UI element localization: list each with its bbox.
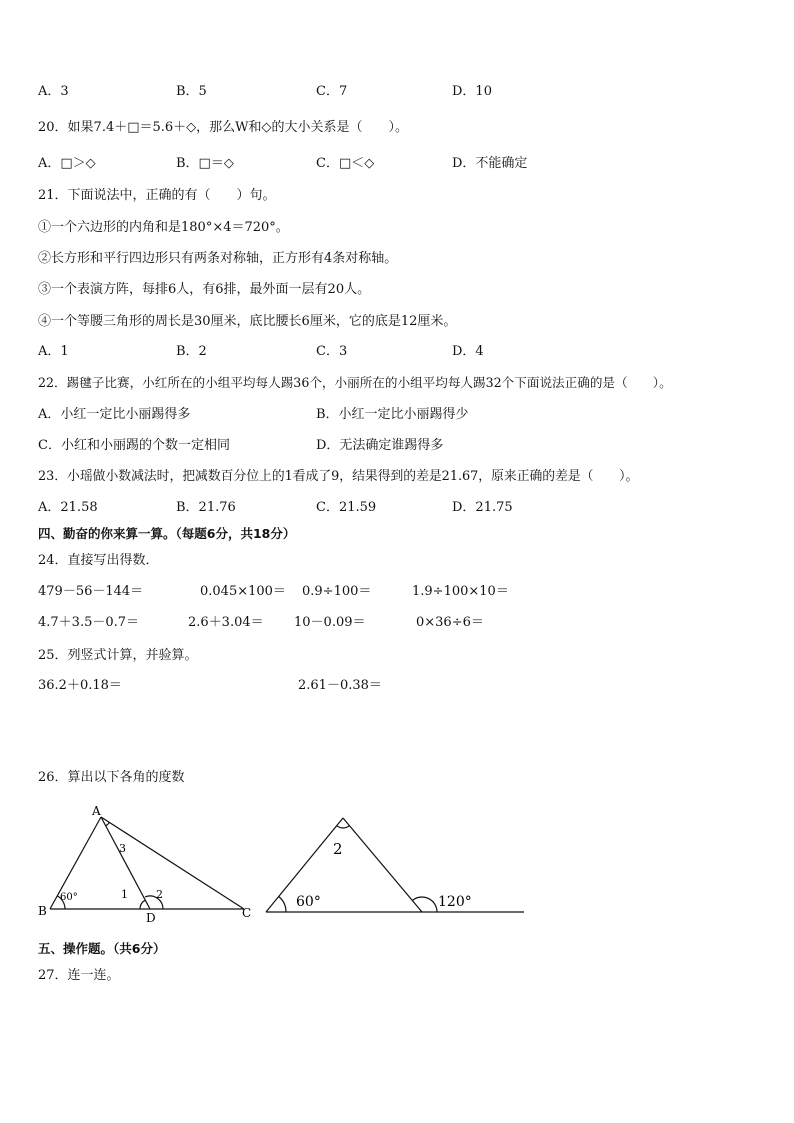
q24-r1-c4: 1.9÷100×10＝	[412, 584, 509, 599]
q26-stem: 26．算出以下各角的度数	[38, 770, 185, 785]
q23-option-d: D．21.75	[452, 500, 513, 515]
q22-option-c: C．小红和小丽踢的个数一定相同	[38, 438, 230, 453]
q24-stem: 24．直接写出得数．	[38, 553, 159, 568]
q19-option-c: C．7	[316, 84, 348, 99]
q26-figure-1	[30, 805, 260, 925]
q25-item-1: 36.2＋0.18＝	[38, 678, 122, 693]
q23-stem: 23．小瑶做小数减法时，把减数百分位上的1看成了9，结果得到的差是21.67，原来正确的差是（ ）。	[38, 469, 639, 484]
q23-option-c: C．21.59	[316, 500, 377, 515]
fig1-label-d: D	[146, 911, 156, 925]
fig1-label-a: A	[92, 805, 101, 818]
q21-option-a: A．1	[38, 344, 69, 359]
fig2-angle-left: 60°	[296, 894, 321, 910]
q21-statement-1: ①一个六边形的内角和是180°×4＝720°。	[38, 220, 289, 235]
q24-r1-c3: 0.9÷100＝	[302, 584, 372, 599]
q22-option-b: B．小红一定比小丽踢得少	[316, 407, 469, 422]
q21-option-d: D．4	[452, 344, 484, 359]
q21-stem: 21．下面说法中，正确的有（ ）句。	[38, 188, 276, 203]
q19-option-b: B．5	[176, 84, 207, 99]
section-5-title: 五、操作题。（共6分）	[38, 941, 166, 956]
q27-stem: 27．连一连。	[38, 968, 120, 983]
fig1-angle-3: 3	[119, 842, 126, 855]
q21-statement-4: ④一个等腰三角形的周长是30厘米，底比腰长6厘米，它的底是12厘米。	[38, 314, 457, 329]
q21-option-b: B．2	[176, 344, 207, 359]
q24-r2-c3: 10－0.09＝	[294, 615, 366, 630]
q20-option-a: A．□＞◇	[38, 156, 96, 171]
q19-option-a: A．3	[38, 84, 69, 99]
q25-stem: 25．列竖式计算，并验算。	[38, 648, 198, 663]
q20-stem: 20．如果7.4＋□＝5.6＋◇，那么W和◇的大小关系是（ ）。	[38, 120, 409, 135]
section-4-title: 四、勤奋的你来算一算。（每题6分，共18分）	[38, 526, 296, 541]
fig1-angle-b: 60°	[60, 892, 78, 903]
q20-option-d: D．不能确定	[452, 156, 528, 171]
q21-statement-3: ③一个表演方阵，每排6人，有6排，最外面一层有20人。	[38, 282, 371, 297]
q22-stem: 22．踢毽子比赛，小红所在的小组平均每人踢36个，小丽所在的小组平均每人踢32个下面说法正确的是（ ）。	[38, 375, 672, 390]
fig2-angle-2: 2	[333, 840, 343, 858]
q24-r2-c2: 2.6＋3.04＝	[188, 615, 264, 630]
q20-option-b: B．□＝◇	[176, 156, 234, 171]
q24-r1-c2: 0.045×100＝	[200, 584, 286, 599]
fig1-angle-2: 2	[156, 888, 163, 901]
q24-r2-c4: 0×36÷6＝	[416, 615, 484, 630]
q23-option-a: A．21.58	[38, 500, 98, 515]
q26-figure-2	[262, 810, 528, 920]
q19-option-d: D．10	[452, 84, 492, 99]
q24-r1-c1: 479－56－144＝	[38, 584, 144, 599]
q22-option-a: A．小红一定比小丽踢得多	[38, 407, 191, 422]
fig1-label-b: B	[38, 904, 47, 918]
fig1-angle-1: 1	[121, 888, 128, 901]
q20-option-c: C．□＜◇	[316, 156, 375, 171]
fig2-angle-ext: 120°	[438, 894, 472, 910]
q25-item-2: 2.61－0.38＝	[298, 678, 382, 693]
q23-option-b: B．21.76	[176, 500, 236, 515]
q24-r2-c1: 4.7＋3.5－0.7＝	[38, 615, 140, 630]
q21-option-c: C．3	[316, 344, 348, 359]
q22-option-d: D．无法确定谁踢得多	[316, 438, 444, 453]
fig1-label-c: C	[242, 906, 252, 920]
q21-statement-2: ②长方形和平行四边形只有两条对称轴，正方形有4条对称轴。	[38, 251, 398, 266]
